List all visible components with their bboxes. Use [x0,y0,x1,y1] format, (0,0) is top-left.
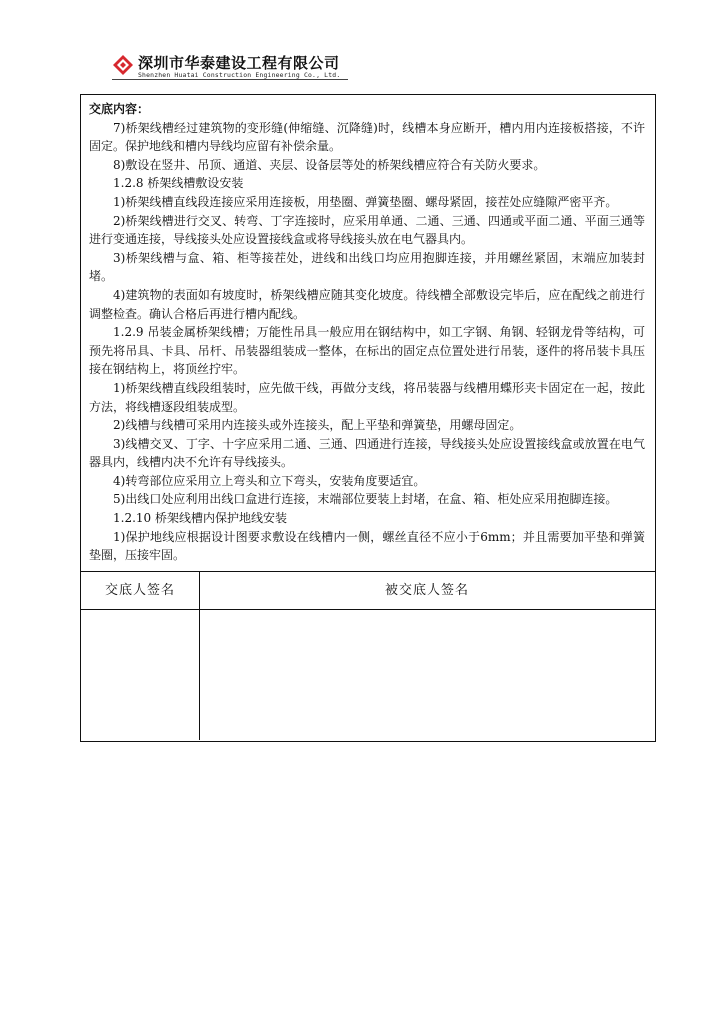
section-heading: 1.2.9 吊装金属桥架线槽；万能性吊具一般应用在钢结构中，如工字钢、角钢、轻钢龙骨等结构，可预先将吊具、卡具、吊杆、吊装器组装成一整体，在标出的固定点位置处进行吊装，逐件的将吊装卡具压接在钢结构上，将顶丝拧牢。 [89,325,645,377]
content-paragraph: 7)桥架线槽经过建筑物的变形缝(伸缩缝、沉降缝)时，线槽本身应断开，槽内用内连接板搭接，不许固定。保护地线和槽内导线均应留有补偿余量。 [89,120,645,154]
signature-header-row [81,572,655,610]
receiver-signature-field[interactable] [200,610,655,740]
disclosure-content [81,95,655,572]
content-heading: 交底内容： [89,102,150,116]
company-name-en: Shenzhen Huatai Construction Engineering Co., Ltd. [138,71,341,79]
content-paragraph: 4)建筑物的表面如有坡度时，桥架线槽应随其变化坡度。待线槽全部敷设完毕后，应在配线之前进行调整检查。确认合格后再进行槽内配线。 [89,287,645,321]
content-paragraph: 8)敷设在竖井、吊顶、通道、夹层、设备层等处的桥架线槽应符合有关防火要求。 [113,157,546,172]
content-paragraph: 2)桥架线槽进行交叉、转弯、丁字连接时，应采用单通、二通、三通、四通或平面二通、平面三通等进行变通连接，导线接头处应设置接线盒或将导线接头放在电气器具内。 [89,213,645,247]
discloser-signature-label: 交底人签名 [104,583,175,598]
discloser-signature-field[interactable] [81,610,199,740]
content-paragraph: 1)桥架线槽直线段组装时，应先做干线，再做分支线，将吊装器与线槽用蝶形夹卡固定在一起，按此方法，将线槽逐段组装成型。 [89,380,645,414]
content-paragraph: 1)桥架线槽直线段连接应采用连接板，用垫圈、弹簧垫圈、螺母紧固，接茬处应缝隙严密平齐。 [113,194,618,209]
content-paragraph: 3)线槽交叉、丁字、十字应采用二通、三通、四通进行连接，导线接头处应设置接线盒或放置在电气器具内，线槽内决不允许有导线接头。 [89,436,645,470]
header-rule [112,79,348,80]
document-header [112,52,372,82]
company-name-cn: 深圳市华泰建设工程有限公司 [138,54,340,72]
content-paragraph: 5)出线口处应利用出线口盒进行连接，末端部位要装上封堵，在盒、箱、柜处应采用抱脚连接。 [113,492,618,507]
section-heading: 1.2.10 桥架线槽内保护地线安装 [113,511,287,526]
content-paragraph: 3)桥架线槽与盒、箱、柜等接茬处，进线和出线口均应用抱脚连接，并用螺丝紧固，末端应加装封堵。 [89,250,645,284]
disclosure-table [80,94,656,742]
content-paragraph: 4)转弯部位应采用立上弯头和立下弯头，安装角度要适宜。 [113,473,426,488]
receiver-signature-label: 被交底人签名 [384,583,469,598]
content-paragraph: 1)保护地线应根据设计图要求敷设在线槽内一侧，螺丝直径不应小于6mm；并且需要加平垫和弹簧垫圈，压接牢固。 [89,529,645,563]
content-paragraph: 2)线槽与线槽可采用内连接头或外连接头，配上平垫和弹簧垫，用螺母固定。 [113,418,522,433]
section-heading: 1.2.8 桥架线槽敷设安装 [113,176,244,191]
company-logo-icon [112,54,134,76]
